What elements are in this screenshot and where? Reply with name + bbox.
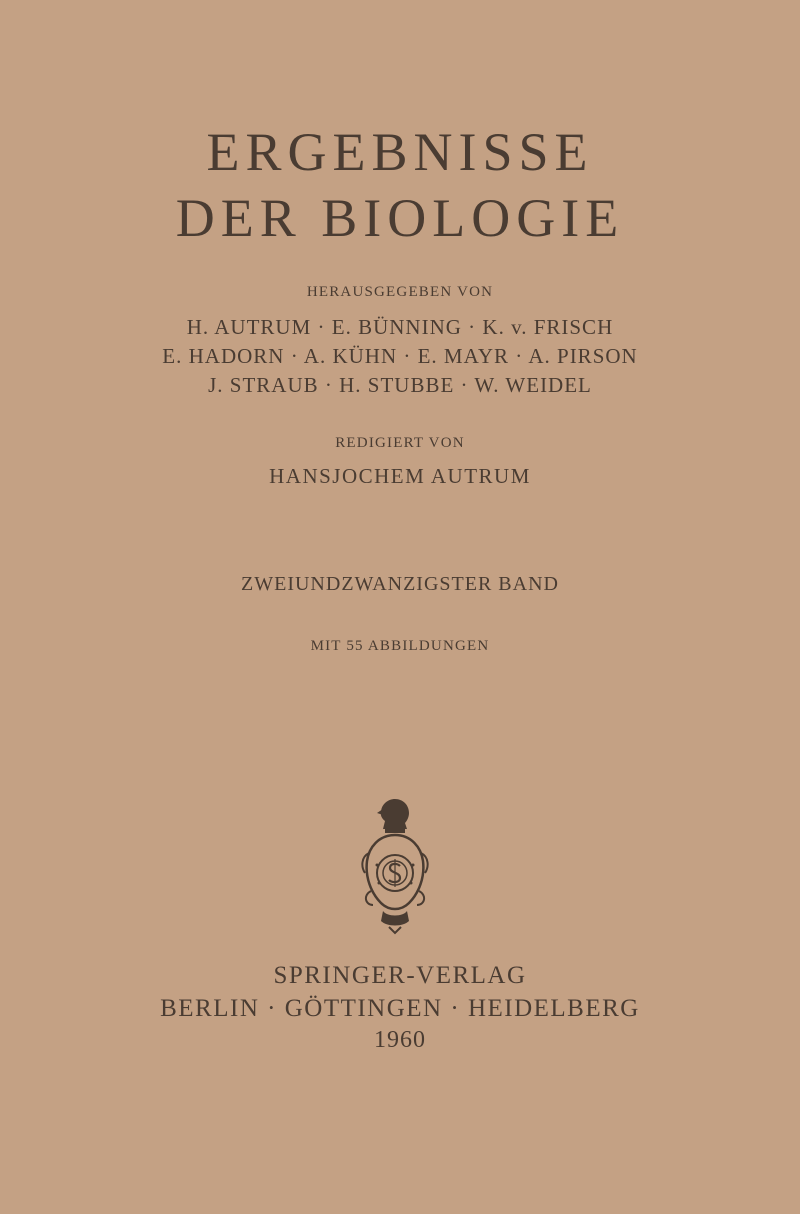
redaction-editor-name: HANSJOCHEM AUTRUM bbox=[269, 464, 531, 488]
publisher-name: SPRINGER-VERLAG bbox=[273, 962, 527, 989]
editors-line-2: E. HADORN · A. KÜHN · E. MAYR · A. PIRSON bbox=[162, 344, 638, 368]
publication-year: 1960 bbox=[374, 1027, 426, 1053]
title-line-2: DER BIOLOGIE bbox=[175, 188, 625, 248]
title-line-1: ERGEBNISSE bbox=[206, 122, 594, 182]
editors-heading: HERAUSGEGEBEN VON bbox=[306, 284, 494, 300]
redaction-heading: REDIGIERT VON bbox=[335, 435, 465, 451]
volume-label: ZWEIUNDZWANZIGSTER BAND bbox=[241, 573, 559, 595]
editors-line-3: J. STRAUB · H. STUBBE · W. WEIDEL bbox=[208, 373, 592, 397]
springer-knight-logo-icon bbox=[355, 795, 435, 935]
illustrations-note: MIT 55 ABBILDUNGEN bbox=[310, 638, 490, 654]
publisher-cities: BERLIN · GÖTTINGEN · HEIDELBERG bbox=[160, 995, 640, 1022]
editors-line-1: H. AUTRUM · E. BÜNNING · K. v. FRISCH bbox=[186, 315, 614, 339]
